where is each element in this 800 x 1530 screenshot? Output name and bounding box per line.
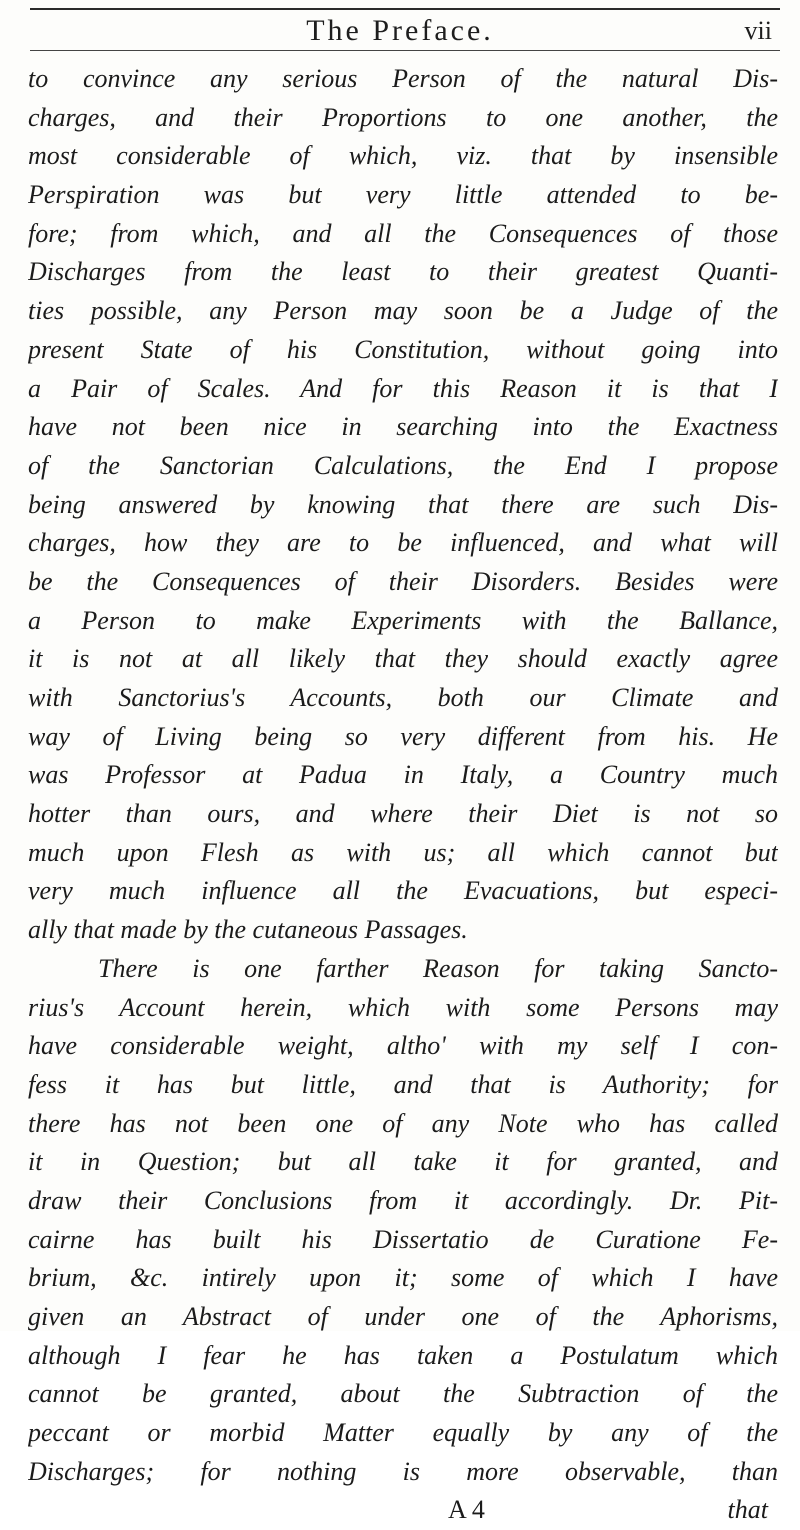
text-line: rius's Account herein, which with some Persons may [28, 992, 778, 1022]
text-line: although I fear he has taken a Postulatum which [28, 1340, 778, 1370]
text-line: have considerable weight, altho' with my self I con- [28, 1031, 778, 1061]
text-line: there has not been one of any Note who has called [28, 1108, 778, 1138]
footer-line [28, 1491, 778, 1530]
text-line: most considerable of which, viz. that by insensible [28, 141, 778, 171]
top-border-rule [30, 8, 780, 10]
text-line: ties possible, any Person may soon be a Judge of the [28, 296, 778, 326]
text-line: brium, &c. intirely upon it; some of which I have [28, 1263, 778, 1293]
text-line: a Pair of Scales. And for this Reason it is that I [28, 373, 778, 403]
text-line: Discharges; for nothing is more observable, than [28, 1456, 778, 1486]
text-line: have not been nice in searching into the Exactness [28, 412, 778, 442]
text-line: of the Sanctorian Calculations, the End I propose [28, 450, 778, 480]
text-line: Discharges from the least to their greatest Quanti- [28, 257, 778, 287]
page-number: vii [744, 16, 772, 45]
text-line: a Person to make Experiments with the Ballance, [28, 605, 778, 635]
text-line: with Sanctorius's Accounts, both our Climate and [28, 683, 778, 712]
text-line: charges, how they are to be influenced, and what will [28, 528, 778, 558]
text-line: way of Living being so very different from his. He [28, 721, 778, 751]
text-line: was Professor at Padua in Italy, a Country much [28, 760, 778, 790]
text-line: given an Abstract of under one of the Aphorisms, [28, 1302, 778, 1331]
text-line: very much influence all the Evacuations, but especi- [28, 876, 778, 906]
text-line: present State of his Constitution, without going into [28, 334, 778, 364]
running-head [0, 12, 800, 52]
text-line: fess it has but little, and that is Authority; for [28, 1069, 778, 1099]
text-line: cannot be granted, about the Subtraction of the [28, 1379, 778, 1409]
running-title: The Preface. [306, 14, 494, 47]
text-line: being answered by knowing that there are such Dis- [28, 489, 778, 519]
text-line: much upon Flesh as with us; all which cannot but [28, 837, 778, 867]
text-line: There is one farther Reason for taking Sancto- [98, 953, 778, 983]
text-line: to convince any serious Person of the natural Dis- [28, 64, 778, 93]
text-line: it is not at all likely that they should exactly agree [28, 644, 778, 674]
signature-mark: A 4 [448, 1495, 485, 1525]
text-line: it in Question; but all take it for granted, and [28, 1147, 778, 1177]
text-line: be the Consequences of their Disorders. Besides were [28, 566, 778, 596]
text-line: ally that made by the cutaneous Passages. [28, 915, 468, 945]
text-line: charges, and their Proportions to one another, the [28, 102, 778, 132]
text-line: hotter than ours, and where their Diet is not so [28, 799, 778, 829]
text-line: cairne has built his Dissertatio de Curatione Fe- [28, 1224, 778, 1254]
catchword: that [727, 1495, 768, 1525]
text-line: Perspiration was but very little attended to be- [28, 180, 778, 210]
text-line: draw their Conclusions from it accordingly. Dr. Pit- [28, 1185, 778, 1215]
text-line: peccant or morbid Matter equally by any of the [28, 1418, 778, 1448]
body-text [28, 60, 778, 1530]
header-rule [30, 50, 780, 51]
text-line: fore; from which, and all the Consequences of those [28, 218, 778, 248]
